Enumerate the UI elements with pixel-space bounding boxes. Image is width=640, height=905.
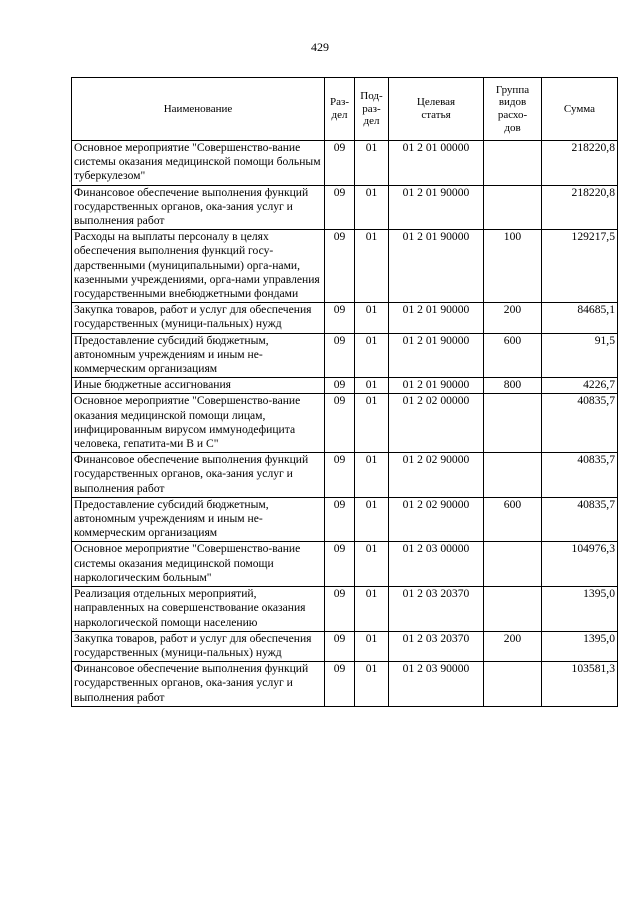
cell-sum: 218220,8 [542, 141, 618, 186]
cell-target: 01 2 02 00000 [389, 394, 484, 453]
table-row [72, 497, 618, 542]
cell-subsection: 01 [355, 394, 389, 453]
cell-section: 09 [325, 453, 355, 498]
cell-section: 09 [325, 587, 355, 632]
header-group-line: Группа [495, 83, 530, 96]
cell-section: 09 [325, 378, 355, 394]
cell-subsection: 01 [355, 141, 389, 186]
cell-subsection: 01 [355, 333, 389, 378]
cell-subsection: 01 [355, 185, 389, 230]
cell-section: 09 [325, 662, 355, 707]
cell-name: Предоставление субсидий бюджетным, автономным учреждениям и иным не-коммерческим организациям [72, 497, 325, 542]
cell-subsection: 01 [355, 230, 389, 303]
table-row [72, 587, 618, 632]
header-subsection-line: Под- [360, 90, 383, 103]
cell-section: 09 [325, 631, 355, 661]
cell-name: Основное мероприятие "Совершенство-вание оказания медицинской помощи лицам, инфицированным вирусом иммунодефицита человека, гепатита-ми В и С" [72, 394, 325, 453]
cell-sum: 40835,7 [542, 497, 618, 542]
cell-target: 01 2 01 00000 [389, 141, 484, 186]
page-number: 429 [311, 40, 329, 54]
cell-section: 09 [325, 303, 355, 333]
table-row [72, 303, 618, 333]
cell-subsection: 01 [355, 587, 389, 632]
cell-name: Закупка товаров, работ и услуг для обеспечения государственных (муници-пальных) нужд [72, 631, 325, 661]
cell-name: Финансовое обеспечение выполнения функций государственных органов, ока-зания услуг и выполнения работ [72, 453, 325, 498]
cell-section: 09 [325, 141, 355, 186]
table-row [72, 185, 618, 230]
cell-group [484, 587, 542, 632]
header-sum: Сумма [542, 78, 618, 141]
cell-subsection: 01 [355, 497, 389, 542]
cell-name: Расходы на выплаты персоналу в целях обеспечения выполнения функций госу-дарственными (муниципальными) орга-нами, казенными учреждениями, орга-нами управления государственными внебюджетными фондами [72, 230, 325, 303]
budget-table [71, 77, 618, 707]
cell-target: 01 2 01 90000 [389, 230, 484, 303]
cell-name: Предоставление субсидий бюджетным, автономным учреждениям и иным не-коммерческим организациям [72, 333, 325, 378]
cell-subsection: 01 [355, 662, 389, 707]
cell-target: 01 2 03 90000 [389, 662, 484, 707]
cell-group [484, 185, 542, 230]
cell-section: 09 [325, 230, 355, 303]
header-target-line: статья [421, 109, 451, 121]
header-section [325, 78, 355, 141]
cell-group [484, 453, 542, 498]
cell-target: 01 2 03 00000 [389, 542, 484, 587]
cell-section: 09 [325, 497, 355, 542]
cell-name: Закупка товаров, работ и услуг для обеспечения государственных (муници-пальных) нужд [72, 303, 325, 333]
cell-subsection: 01 [355, 378, 389, 394]
cell-group: 600 [484, 333, 542, 378]
header-group-line: видов [498, 96, 527, 109]
header-subsection-line: дел [363, 115, 380, 128]
cell-sum: 104976,3 [542, 542, 618, 587]
cell-group: 800 [484, 378, 542, 394]
header-target-line: Целевая [416, 96, 456, 109]
table-row [72, 453, 618, 498]
cell-sum: 84685,1 [542, 303, 618, 333]
cell-subsection: 01 [355, 453, 389, 498]
header-section-line: Раз- [329, 96, 349, 109]
header-subsection [355, 78, 389, 141]
header-subsection-line: раз- [362, 102, 381, 115]
cell-sum: 40835,7 [542, 394, 618, 453]
table-row [72, 631, 618, 661]
cell-target: 01 2 02 90000 [389, 453, 484, 498]
cell-target: 01 2 01 90000 [389, 303, 484, 333]
cell-group [484, 141, 542, 186]
cell-sum: 129217,5 [542, 230, 618, 303]
cell-name: Финансовое обеспечение выполнения функций государственных органов, ока-зания услуг и выполнения работ [72, 185, 325, 230]
cell-group [484, 662, 542, 707]
cell-group [484, 542, 542, 587]
cell-sum: 91,5 [542, 333, 618, 378]
cell-section: 09 [325, 333, 355, 378]
table-row [72, 141, 618, 186]
table-row [72, 394, 618, 453]
cell-target: 01 2 03 20370 [389, 587, 484, 632]
cell-section: 09 [325, 185, 355, 230]
cell-name: Иные бюджетные ассигнования [72, 378, 325, 394]
cell-sum: 4226,7 [542, 378, 618, 394]
table-row [72, 333, 618, 378]
cell-target: 01 2 01 90000 [389, 185, 484, 230]
cell-name: Основное мероприятие "Совершенство-вание системы оказания медицинской помощи больным туберкулезом" [72, 141, 325, 186]
cell-target: 01 2 01 90000 [389, 378, 484, 394]
table-row [72, 230, 618, 303]
cell-sum: 103581,3 [542, 662, 618, 707]
cell-name: Основное мероприятие "Совершенство-вание системы оказания медицинской помощи наркологическим больным" [72, 542, 325, 587]
header-target [389, 78, 484, 141]
table-row [72, 662, 618, 707]
cell-sum: 1395,0 [542, 631, 618, 661]
header-group [484, 78, 542, 141]
cell-target: 01 2 03 20370 [389, 631, 484, 661]
header-group-line: расхо- [497, 109, 528, 121]
cell-target: 01 2 02 90000 [389, 497, 484, 542]
header-section-line: дел [331, 109, 348, 121]
cell-group: 200 [484, 631, 542, 661]
cell-sum: 1395,0 [542, 587, 618, 632]
cell-group: 200 [484, 303, 542, 333]
table-header-row [72, 78, 618, 141]
cell-subsection: 01 [355, 631, 389, 661]
cell-target: 01 2 01 90000 [389, 333, 484, 378]
cell-name: Реализация отдельных мероприятий, направленных на совершенствование оказания наркологической помощи населению [72, 587, 325, 632]
cell-section: 09 [325, 394, 355, 453]
cell-sum: 218220,8 [542, 185, 618, 230]
cell-subsection: 01 [355, 542, 389, 587]
cell-name: Финансовое обеспечение выполнения функций государственных органов, ока-зания услуг и выполнения работ [72, 662, 325, 707]
cell-subsection: 01 [355, 303, 389, 333]
header-group-line: дов [504, 121, 521, 134]
cell-group: 600 [484, 497, 542, 542]
cell-sum: 40835,7 [542, 453, 618, 498]
cell-section: 09 [325, 542, 355, 587]
header-name: Наименование [72, 78, 325, 141]
cell-group: 100 [484, 230, 542, 303]
table-row [72, 378, 618, 394]
cell-group [484, 394, 542, 453]
table-row [72, 542, 618, 587]
